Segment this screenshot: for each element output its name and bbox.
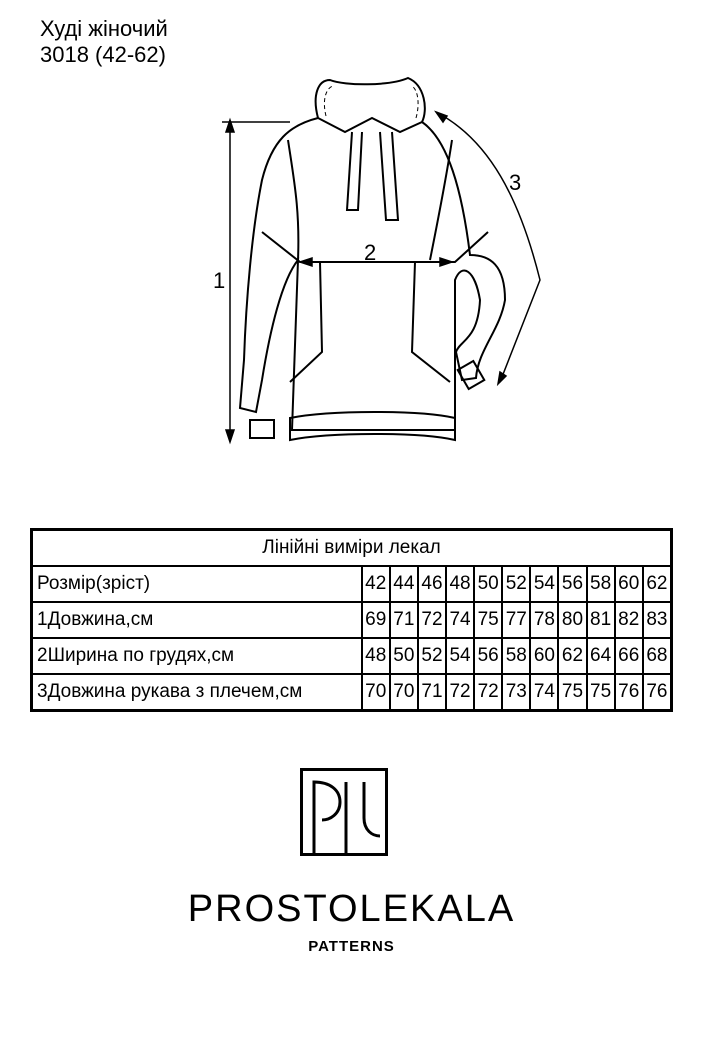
product-code: 3018 (42-62) — [40, 42, 166, 67]
row-label: 1Довжина,см — [32, 602, 362, 638]
hood-seam — [324, 86, 418, 118]
value-cell: 48 — [362, 638, 390, 674]
value-cell: 58 — [502, 638, 530, 674]
size-cell: 44 — [390, 566, 418, 602]
value-cell: 71 — [390, 602, 418, 638]
value-cell: 78 — [530, 602, 558, 638]
size-cell: 42 — [362, 566, 390, 602]
brand-logo-icon — [300, 768, 390, 858]
value-cell: 80 — [558, 602, 586, 638]
brand-tagline: PATTERNS — [308, 938, 395, 955]
value-cell: 71 — [418, 674, 446, 711]
value-cell: 73 — [502, 674, 530, 711]
table-row-length — [32, 602, 672, 638]
value-cell: 68 — [643, 638, 672, 674]
value-cell: 56 — [474, 638, 502, 674]
value-cell: 74 — [446, 602, 474, 638]
value-cell: 76 — [615, 674, 643, 711]
table-row-sleeve — [32, 674, 672, 711]
value-cell: 83 — [643, 602, 672, 638]
table-header: Лінійні виміри лекал — [32, 530, 672, 567]
value-cell: 70 — [390, 674, 418, 711]
value-cell: 70 — [362, 674, 390, 711]
raglan-right — [430, 140, 452, 260]
value-cell: 72 — [446, 674, 474, 711]
drawstring-right — [380, 132, 398, 220]
value-cell: 75 — [587, 674, 615, 711]
value-cell: 69 — [362, 602, 390, 638]
value-cell: 54 — [446, 638, 474, 674]
value-cell: 64 — [587, 638, 615, 674]
length-label: 1 — [213, 268, 226, 293]
cuff-left — [250, 420, 274, 438]
value-cell: 82 — [615, 602, 643, 638]
value-cell: 60 — [530, 638, 558, 674]
pocket — [290, 262, 450, 382]
value-cell: 75 — [558, 674, 586, 711]
value-cell: 72 — [418, 602, 446, 638]
product-title — [40, 16, 168, 68]
value-cell: 76 — [643, 674, 672, 711]
value-cell: 74 — [530, 674, 558, 711]
size-cell: 54 — [530, 566, 558, 602]
size-cell: 56 — [558, 566, 586, 602]
sizes-label: Розмір(зріст) — [32, 566, 362, 602]
value-cell: 66 — [615, 638, 643, 674]
size-cell: 48 — [446, 566, 474, 602]
waistband — [290, 412, 455, 440]
size-cell: 58 — [587, 566, 615, 602]
row-label: 2Ширина по грудях,см — [32, 638, 362, 674]
table-row-chest — [32, 638, 672, 674]
value-cell: 72 — [474, 674, 502, 711]
size-cell: 60 — [615, 566, 643, 602]
hoodie-sketch — [200, 70, 560, 460]
drawstring-left — [347, 132, 362, 210]
raglan-left — [288, 140, 298, 260]
value-cell: 50 — [390, 638, 418, 674]
cuff-right — [458, 361, 485, 389]
value-cell: 75 — [474, 602, 502, 638]
row-label: 3Довжина рукава з плечем,см — [32, 674, 362, 711]
value-cell: 77 — [502, 602, 530, 638]
value-cell: 81 — [587, 602, 615, 638]
size-cell: 46 — [418, 566, 446, 602]
size-cell: 62 — [643, 566, 672, 602]
value-cell: 52 — [418, 638, 446, 674]
sleeve-label: 3 — [509, 170, 522, 195]
hood — [316, 78, 425, 132]
product-name: Худі жіночий — [40, 16, 168, 41]
size-cell: 52 — [502, 566, 530, 602]
chest-label: 2 — [364, 240, 377, 265]
size-table — [30, 528, 673, 712]
size-cell: 50 — [474, 566, 502, 602]
table-row-sizes — [32, 566, 672, 602]
value-cell: 62 — [558, 638, 586, 674]
brand-name: PROSTOLEKALA — [187, 888, 516, 930]
